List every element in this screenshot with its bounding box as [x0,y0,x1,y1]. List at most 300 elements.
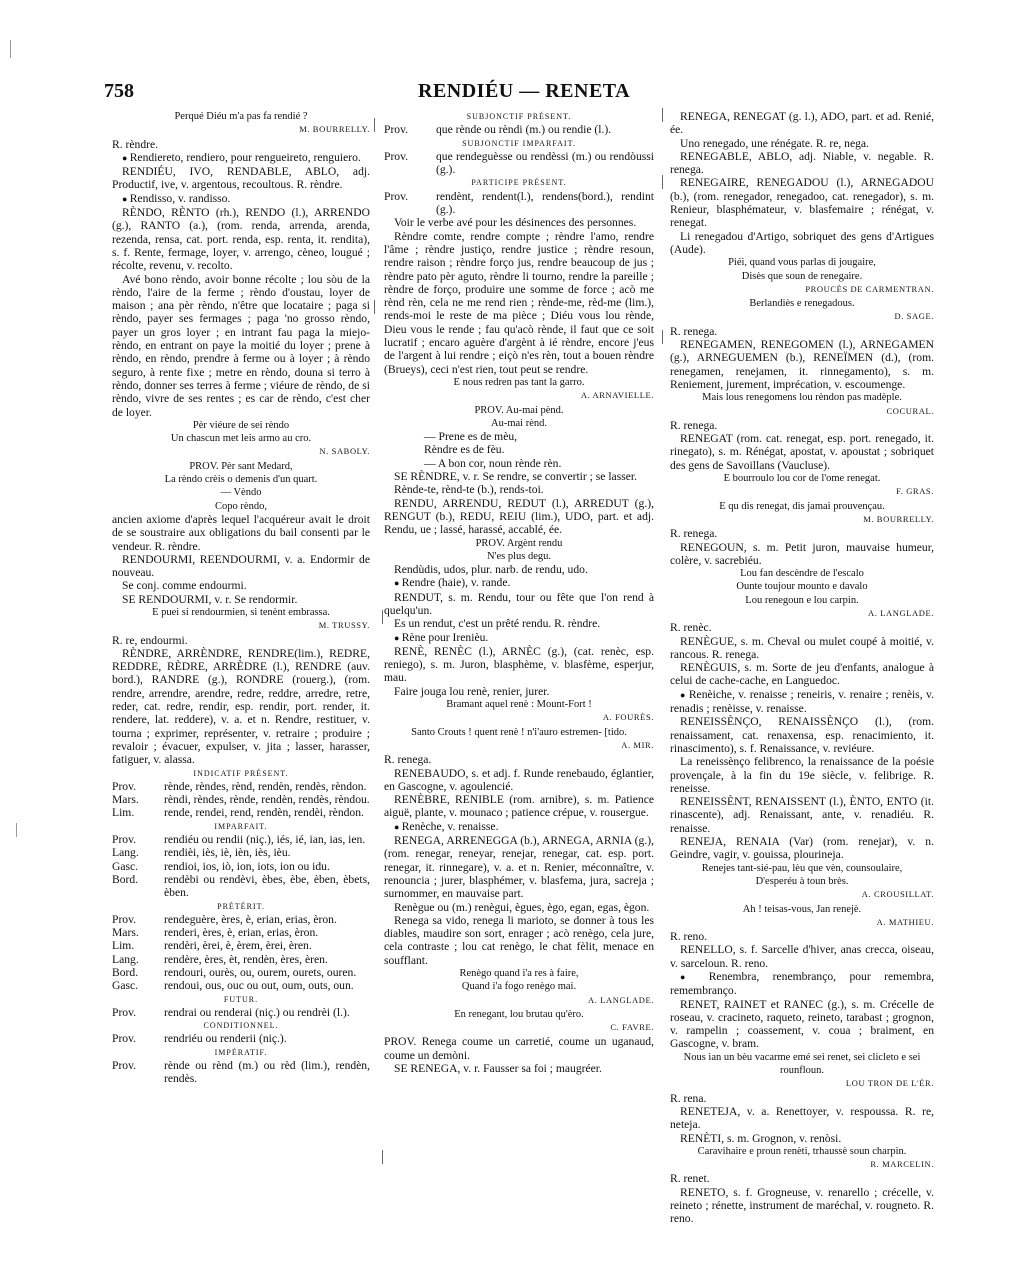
entry-paragraph [384,497,654,537]
entry-text: RENÈGUIS, s. m. Sorte de jeu d'enfants, analogue à celui de cache-cache, en Languedoc. [670,661,934,688]
citation [384,389,654,402]
proverb-line [384,430,654,443]
entry-text: Rènde-te, rènd-te (b.), rends-toi. [394,483,544,497]
quote-line [670,1145,934,1158]
entry-text: Renègue ou (m.) renègui, ègues, ègo, egan, egas, ègon. [394,900,650,914]
bullet-entry [112,151,370,165]
entry-text: que rendeguèsse ou rendèssi (m.) ou rendòussi (g.). [436,149,654,177]
entry-text: E nous redren pas tant la garro. [453,376,585,388]
column-divider-mark [662,175,663,189]
entry-text: Se conj. comme endourmi. [122,579,247,593]
entry-text: Piéi, quand vous parlas di jougaire, [728,257,876,269]
entry-text: Rèndre comte, rendre compte ; rèndre l'amo, rendre l'âme ; rèndre justiço, rendre justice ; rèndre resoun, rendre raison ; rèndre forço jus, rendre beaucoup de jus ; rèndre pato pèr aguto, rèndre li tourno, rendre la pareille ; rèndre de forço, produire une somme de force ; acò me rènd rèn, cela ne me rend rien ; rènde-me, rèd-me (lim.), rends-moi le reste de ma pièce ; Diéu vous lou rènde, Dieu vous le rende ; fau qu'acò rènde, il faut que ce soit lucratif ; encaro aguère d'argènt à ié rèndre, encore j'eus de l'argent à lui rendre ; eiçò n'es rèn, tout a bouen rèndre (Brueys), ceci n'est rien, tout peut se rendre. [384,229,654,376]
entry-text: D'esperéu à toun brès. [755,875,849,887]
entry-text: Li renegadou d'Artigo, sobriquet des gens d'Artigues (Aude). [670,229,934,256]
quote-line [384,537,654,550]
column-divider-mark [382,1150,383,1164]
entry-paragraph [384,645,654,685]
entry-line [670,1172,934,1185]
entry-paragraph [670,835,934,862]
entry-text: PRÉTÉRIT. [217,901,265,911]
dialect-label: Gasc. [112,979,139,993]
citation [112,445,370,458]
column-left [112,110,370,1200]
entry-text: PROV. Pèr sant Medard, [189,460,293,472]
tense-heading [384,137,654,150]
entry-text: SE RENDOURMI, v. r. Se rendormir. [122,592,298,606]
entry-paragraph [670,1186,934,1226]
entry-line [670,930,934,943]
entry-text: RENÈGUE, s. m. Cheval ou mulet coupé à moitié, v. rancous. R. renega. [670,634,934,661]
entry-text: Voir le verbe avé pour les désinences des personnes. [394,216,637,230]
quote-line [384,980,654,993]
entry-text: Rendre (haie), v. rande. [401,576,511,590]
dialect-label: Mars. [112,793,139,807]
entry-text: rendeguère, ères, è, erian, erias, èron. [164,912,337,926]
entry-line [112,634,370,647]
entry-paragraph [670,1105,934,1132]
quote-line [384,404,654,417]
entry-paragraph [384,591,654,618]
proverb-line [384,443,654,456]
entry-paragraph [112,165,370,192]
quote-line [112,606,370,619]
tense-heading [112,1046,370,1059]
tense-heading [384,110,654,123]
entry-text: rèndi, rèndes, rènde, rendèn, rendès, rèndou. [164,793,370,807]
conjugation-line [112,780,370,793]
entry-paragraph [384,563,654,576]
entry-text: A. LANGLADE. [588,994,654,1005]
entry-text: Rendisso, v. randisso. [129,191,231,205]
entry-paragraph [112,593,370,606]
dialect-label: Prov. [112,1059,137,1073]
entry-text: Renejes tant-sié-pau, lèu que vèn, counsoulaire, [701,862,903,874]
citation [670,888,934,901]
entry-text: rendriéu ou renderii (niç.). [164,1032,287,1046]
column-divider-mark [382,610,383,624]
entry-text: Faire jouga lou renè, renier, jurer. [394,684,550,698]
entry-text: Lou renegoun e lou carpin. [745,594,859,606]
conjugation-line [112,939,370,952]
left-margin-mark [16,823,17,837]
entry-text: Es un rendut, c'est un prêté rendu. R. rèndre. [394,617,601,631]
dialect-label: Lim. [112,806,135,820]
entry-paragraph [384,914,654,967]
entry-text: Renembra, renembranço, pour remembra, remembranço. [670,970,935,998]
bullet-entry [670,688,934,716]
conjugation-line [112,926,370,939]
entry-text: A. MATHIEU. [876,916,934,927]
entry-text: R. renèc. [670,621,712,635]
entry-text: IMPÉRATIF. [214,1047,268,1057]
entry-text: A. LANGLADE. [868,607,934,618]
tense-heading [384,176,654,189]
entry-text: rendoui, ous, ouc ou out, oum, outs, oun. [164,979,354,993]
entry-text: Rène pour Irenièu. [401,630,489,644]
conjugation-line [112,913,370,926]
entry-text: RENEGAIRE, RENEGADOU (l.), ARNEGADOU (b.), (rom. renegador, renegadoo, cat. renegador), s. m. Renieur, blasphémateur, v. blasfemaire ; rénégat, v. renegat. [670,176,934,230]
tense-heading [112,993,370,1006]
conjugation-line [384,150,654,177]
entry-text: RENEGAMEN, RENEGOMEN (l.), ARNEGAMEN (g.), ARNEGUEMEN (b.), RENEÏMEN (d.), (rom. renegamen, renejamen, it. rinnegamento), s. m. Reniement, jurement, imprécation, v. escoumenge. [670,338,934,391]
entry-paragraph [112,553,370,580]
entry-text: RENDOURMI, REENDOURMI, v. a. Endormir de nouveau. [112,552,370,580]
citation [384,1021,654,1034]
dialect-label: Prov. [112,912,137,926]
entry-text: RENÈ, RENÈC (l.), ARNÈC (g.), (cat. renèc, esp. reniego), s. m. Juron, blasphème, v. blasfème, esperjur, mau. [384,644,654,685]
entry-paragraph [384,483,654,496]
entry-text: — Vèndo [220,487,262,499]
entry-text: rendouri, ourès, ou, ourem, ourets, ouren. [164,966,357,979]
quote-line [112,432,370,445]
entry-paragraph [670,795,934,835]
entry-text: R. rena. [670,1091,707,1105]
entry-text: R. reno. [670,930,708,944]
entry-text: E bourroulo lou cor de l'ome renegat. [723,473,881,485]
entry-paragraph [670,176,934,229]
quote-line [670,391,934,404]
entry-line [112,138,370,151]
left-margin-mark [10,40,11,58]
entry-text: PROV. Au-mai pènd. [474,404,564,416]
entry-line [670,621,934,634]
entry-paragraph [384,767,654,794]
conjugation-line [112,953,370,966]
entry-text: — A bon cor, noun rènde rèn. [424,456,562,470]
entry-text: SUBJONCTIF PRÉSENT. [466,112,572,121]
entry-text: rendiéu ou rendii (niç.), iés, ié, ian, ias, ien. [164,833,366,847]
dialect-label: Prov. [112,833,137,847]
entry-text: C. FAVRE. [610,1022,654,1033]
entry-text: R. renet. [670,1172,710,1186]
entry-paragraph [384,216,654,229]
entry-text: Renèiche, v. renaisse ; reneiris, v. renaire ; renèis, v. renadis ; renèisse, v. renaisse. [670,687,934,716]
quote-line [670,567,934,580]
entry-text: Rendùdis, udos, plur. narb. de rendu, udo. [394,563,588,577]
entry-text: PROV. Renega coume un carretié, coume un uganaud, coume un demòni. [384,1035,654,1062]
entry-text: RENETO, s. f. Grogneuse, v. renarello ; crécelle, v. reineto ; rénette, instrument de maréchal, v. rougneto. R. reno. [670,1185,934,1226]
entry-text: Caravihaire e proun renèti, trhaussè soun charpin. [697,1145,907,1157]
entry-paragraph [384,230,654,376]
entry-text: RÈNDRE, ARRÈNDRE, RENDRE(lim.), REDRE, REDDRE, RÈDRE, ARRÈDRE (l.), RENDRE (auv. bord.), RANDRE (g.), RONDRE (rouerg.), (rom. rendre, arrendre, arendre, redre, reddre, arredre, retre, reder, cat. redre, rendir, esp. rendir, port. render, it. rendere, lat. reddere), v. a. et n. Rendre, restituer, v. tourna ; exprimer, représenter, v. retraire ; produire ; revaloir ; évacuer, expulser, v. jita ; lasser, harasser, fatiguer, v. alassa. [112,646,370,767]
citation [112,123,370,136]
citation [670,513,934,526]
quote-line [112,500,370,513]
conjugation-line [112,1032,370,1045]
quote-line [670,500,934,513]
bullet-entry [384,820,654,834]
quote-line [384,967,654,980]
citation [670,405,934,418]
dialect-label: Lim. [112,939,135,953]
tense-heading [112,1019,370,1032]
tense-heading [112,900,370,913]
entry-text: Ounte toujour mounto e davalo [736,581,868,593]
entry-paragraph [384,1062,654,1075]
bullet-entry [384,631,654,645]
quote-line [112,460,370,473]
column-divider-mark [662,330,663,344]
entry-text: que rènde ou rèndi (m.) ou rendie (l.). [436,123,612,137]
entry-text: Disès que soun de renegaire. [741,270,863,282]
entry-text: Bramant aquel renè : Mount-Fort ! [446,699,592,711]
dialect-label: Prov. [384,149,409,163]
entry-text: IMPARFAIT. [214,821,268,831]
entry-text: Mais lous renegomens lou rèndon pas madèple. [702,392,902,404]
entry-text: Renèche, v. renaisse. [401,819,499,833]
entry-paragraph [670,635,934,662]
entry-paragraph [384,617,654,630]
conjugation-line [112,979,370,992]
entry-text: rendère, ères, èt, rendèn, ères, èren. [164,952,328,966]
entry-line [112,513,370,553]
entry-text: RENEBAUDO, s. et adj. f. Runde renebaudo, églantier, en Gascogne, v. agoulencié. [384,766,654,793]
entry-text: R. renega. [670,324,718,338]
entry-text: Uno renegado, une rénégate. R. re, nega. [680,136,869,150]
entry-text: rendènt, rendent(l.), rendens(bord.), rendint (g.). [436,189,654,217]
entry-text: Rèndre es de fèu. [424,443,505,457]
quote-line [112,486,370,499]
quote-line [384,417,654,430]
entry-text: Copo rèndo, [215,500,267,512]
dialect-label: Prov. [112,779,137,793]
quote-line [112,110,370,123]
dialect-label: Prov. [384,123,409,137]
entry-paragraph [670,110,934,137]
entry-text: Rendiereto, rendiero, pour rengueireto, renguiero. [129,150,361,164]
entry-paragraph [670,943,934,970]
entry-text: rendèri, èrei, è, èrem, èrei, èren. [164,939,312,953]
conjugation-line [384,190,654,217]
entry-line [670,527,934,540]
dialect-label: Lang. [112,846,139,860]
entry-text: Perqué Diéu m'a pas fa rendié ? [174,111,308,122]
conjugation-line [112,860,370,873]
entry-text: LOU TRON DE L'ÈR. [845,1078,934,1089]
conjugation-line [112,806,370,819]
citation [670,310,934,323]
entry-text: PROV. Argènt rendu [475,537,563,549]
citation [384,994,654,1007]
entry-text: La reneissènço felibrenco, la renaissance de la poésie provençale, à la fin du 19e siècle, v. felibrige. R. reneisse. [670,755,934,795]
dialect-label: Mars. [112,926,139,940]
entry-text: La rèndo crèis o demenis d'un quart. [164,474,318,486]
entry-paragraph [384,470,654,483]
entry-paragraph [112,206,370,272]
entry-text: Santo Crouts ! quent renè ! n'i'auro estremen- [tido. [411,726,627,738]
citation [384,739,654,752]
entry-line [670,1092,934,1105]
entry-text: RENELLO, s. f. Sarcelle d'hiver, anas crecca, oiseau, v. sarceloun. R. reno. [670,943,934,970]
entry-text: RÈNDO, RÈNTO (rh.), RENDO (l.), ARRENDO (g.), RANTO (a.), (rom. renda, arrenda, arenda, rezenda, rensa, cat. port. renda, esp. renta, it. rendita), s. f. Rente, fermage, loyer, v. arrengo, cèneo, lougué ; récolte, revenu, v. recolto. [112,206,370,273]
quote-line [670,594,934,607]
column-middle [384,110,654,1200]
entry-text: — Prene es de mèu, [424,430,518,444]
entry-paragraph [670,755,934,795]
entry-paragraph [670,137,934,150]
quote-line [670,875,934,888]
entry-text: RENDIÉU, IVO, RENDABLE, ABLO, adj. Productif, ive, v. argentous, recoultous. R. rèndre. [112,165,370,192]
entry-text: RENEISSÈNÇO, RENAISSÈNÇO (l.), (rom. renaissament, cat. renaxensa, esp. renacimiento, it. rinascimento), s. f. Renaissance, v. reviéure. [670,715,934,755]
proverb-line [384,457,654,470]
dialect-label: Prov. [112,1032,137,1046]
entry-line [670,419,934,432]
entry-text: rendrai ou renderai (niç.) ou rendrèi (l.). [164,1005,350,1019]
entry-text: rènde, rèndes, rènd, rendèn, rendès, rèndon. [164,779,367,793]
quote-line [384,698,654,711]
quote-line [670,862,934,875]
entry-text: rènde ou rènd (m.) ou rèd (lim.), rendèn, rendès. [164,1059,370,1086]
citation [670,1077,934,1090]
quote-line [670,1051,934,1078]
entry-text: rendioi, ios, iò, ion, iots, ion ou idu. [164,859,330,873]
entry-text: R. MARCELIN. [870,1159,934,1170]
dialect-label: Prov. [112,1005,137,1019]
column-right [670,110,935,1226]
entry-text: ancien axiome d'après lequel l'acquéreur avait le droit de se soustraire aux obligations du bail consenti par le vendeur. R. rèndre. [112,512,370,553]
entry-text: Renègo quand i'a res à faire, [459,968,579,979]
citation [670,485,934,498]
entry-text: RENEISSÈNT, RENAISSENT (l.), ÈNTO, ENTO (it. rinascente), adj. Renaissant, ante, v. renadiéu. R. renaisse. [670,795,934,835]
entry-paragraph [112,579,370,592]
page-header [104,80,904,108]
entry-text: SE RENEGA, v. r. Fausser sa foi ; maugréer. [394,1062,602,1076]
entry-text: rende, rendei, rend, rendèn, rendèi, rèndon. [164,806,364,820]
page-number: 758 [104,80,134,102]
entry-text: RENEGOUN, s. m. Petit juron, mauvaise humeur, colère, v. sacrebiéu. [670,540,934,567]
conjugation-line [112,873,370,900]
entry-text: RENDUT, s. m. Rendu, tour ou fête que l'on rend à quelqu'un. [384,590,654,617]
entry-text: R. renega. [670,527,718,541]
column-divider-mark [374,300,375,314]
dialect-label: Bord. [112,872,139,886]
entry-text: R. renega. [670,418,718,432]
conjugation-line [112,793,370,806]
dialect-label: Lang. [112,952,139,966]
entry-text: Pèr viéure de sei rèndo [192,419,290,431]
entry-text: A. ARNAVIELLE. [580,390,654,401]
column-divider-mark [662,108,663,122]
conjugation-line [112,1006,370,1019]
entry-text: RENEGAT (rom. cat. renegat, esp. port. renegado, it. rinegato), s. m. Rénégat, apostat, v. apoustat ; sobriquet des gens de Savoillans (Vaucluse). [670,432,934,472]
entry-text: Ah ! teisas-vous, Jan renejè. [742,903,862,915]
conjugation-line [384,123,654,136]
citation [670,283,934,296]
entry-text: INDICATIF PRÉSENT. [193,768,289,778]
entry-text: RENEJA, RENAIA (Var) (rom. renejar), v. n. Geindre, vagir, v. gouissa, plourineja. [670,835,934,862]
entry-text: SUBJONCTIF IMPARFAIT. [462,138,576,148]
citation [670,916,934,929]
entry-paragraph [670,432,934,472]
entry-text: rendèbi ou rendèvi, èbes, èbe, èben, èbets, èben. [164,872,370,900]
entry-text: N'es plus degu. [486,550,551,562]
conjugation-line [112,1059,370,1086]
quote-line [670,472,934,485]
entry-text: PROUCÈS DE CARMENTRAN. [805,283,934,294]
entry-text: Un chascun met leis armo au cro. [170,433,312,445]
entry-text: SE RÈNDRE, v. r. Se rendre, se convertir ; se lasser. [394,470,637,484]
bullet-entry [670,970,934,998]
entry-text: En renegant, lou brutau qu'èro. [454,1008,584,1020]
entry-text: M. TRUSSY. [318,620,370,631]
quote-line [112,419,370,432]
quote-line [670,580,934,593]
entry-paragraph [670,661,934,688]
entry-text: E puei si rendourmien, si tenènt embrassa. [152,606,330,618]
entry-text: M. BOURRELLY. [863,513,934,524]
entry-text: Avé bono rèndo, avoir bonne récolte ; lou sòu de la rèndo, l'aire de la ferme ; rèndo d'oustau, loyer de maison ; ana pèr rèndo, n'être que locataire ; paga si rèndo, payer ses fermages ; paga 'no grosso rèndo, payer un gros loyer ; en intrant fau paga la miejo-rèndo, en entrant on paye la moitié du loyer ; prene à rèndo, en rèndo, prendre à ferme ou à loyer ; à rèndo seguro, à rente fixe ; metre en rèndo, douna si terro à rèndo, donner ses terres à ferme ; viéure de rèndo, de si rèndo, vivre de ses rentes ; es car de rèndo, c'est cher de loyer. [112,272,370,419]
column-divider-mark [374,118,375,132]
citation [670,607,934,620]
entry-paragraph [384,901,654,914]
quote-line [670,270,934,283]
entry-paragraph [384,834,654,900]
entry-line [670,325,934,338]
entry-text: rendièi, iès, iè, ièn, iès, ièu. [164,846,291,860]
entry-text: A. FOURÈS. [602,712,654,723]
entry-line [384,753,654,766]
quote-line [384,376,654,389]
dialect-label: Gasc. [112,859,139,873]
tense-heading [112,767,370,780]
dialect-label: Bord. [112,966,139,979]
entry-text: F. GRAS. [896,486,934,497]
entry-text: RENÈBRE, RENIBLE (rom. arnibre), s. m. Patience aiguë, plante, v. mounaco ; patience crépue, v. rousergue. [384,793,654,820]
entry-text: Lou fan descèndre de l'escalo [740,568,864,580]
quote-line [384,550,654,563]
entry-text: Au-mai rènd. [491,417,547,429]
entry-text: RENDU, ARRENDU, REDUT (l.), ARREDUT (g.), RENGUT (b.), REDU, REIU (lim.), UDO, part. et adj. Rendu, ue ; lassé, harassé, accablé, ée. [384,496,654,537]
entry-text: E qu dis renegat, dis jamai prouvençau. [719,500,885,512]
entry-paragraph [112,647,370,767]
entry-text: renderi, ères, è, erian, erias, èron. [164,926,319,940]
citation [670,1158,934,1171]
entry-text: FUTUR. [223,994,259,1004]
entry-text: N. SABOLY. [319,446,370,457]
entry-text: Quand i'a fogo renègo mai. [461,981,577,993]
entry-text: Renega sa vido, renega li marioto, se donner à tous les diables, maudire son sort, enrager ; acò renègo, cela jure, cela contraste ; lou cat renègo, le chat fèlit, menace en soufflant. [384,913,654,967]
entry-text: PARTICIPE PRÉSENT. [471,178,567,188]
entry-text: Nous ian un bèu vacarme emé sei renet, sei clicleto e sei rounfloun. [683,1051,921,1077]
entry-text: RENEGABLE, ABLO, adj. Niable, v. negable. R. renega. [670,149,934,177]
entry-text: RENET, RAINET et RANEC (g.), s. m. Crécelle de roseau, v. cracineto, raqueto, reineto, tarabast ; grognon, v. rampelin ; coassement, v. coua ; braiment, en Gascogne, v. bram. [670,997,934,1051]
quote-line [384,1008,654,1021]
quote-line [670,297,934,310]
entry-line [384,1035,654,1062]
entry-text: M. BOURRELLY. [299,124,370,135]
entry-paragraph [670,230,934,257]
entry-text: RENEGA, RENEGAT (g. l.), ADO, part. et ad. Renié, ée. [670,110,934,137]
entry-paragraph [670,715,934,755]
tense-heading [112,820,370,833]
entry-paragraph [670,338,934,391]
entry-paragraph [670,150,934,177]
entry-paragraph [384,793,654,820]
dialect-label: Prov. [384,189,409,203]
quote-line [670,256,934,269]
citation [384,711,654,724]
entry-paragraph [670,1132,934,1145]
entry-text: RENÈTI, s. m. Grognon, v. renòsi. [680,1131,842,1145]
entry-text: CONDITIONNEL. [203,1021,279,1031]
entry-paragraph [384,685,654,698]
quote-line [384,726,654,739]
entry-text: RENETEJA, v. a. Renettoyer, v. respoussa. R. re, neteja. [670,1104,934,1132]
bullet-entry [384,576,654,590]
citation [112,619,370,632]
entry-text: Berlandiès e renegadous. [749,298,855,310]
